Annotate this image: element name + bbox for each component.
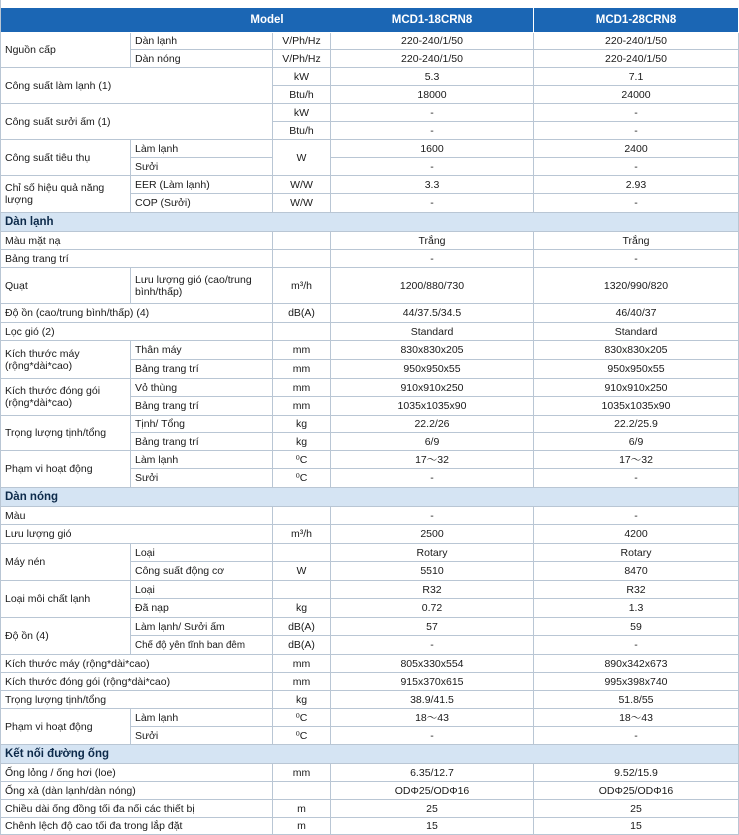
value-cell-unit2: 2.93 [534, 176, 739, 194]
value-cell-unit1: 38.9/41.5 [331, 691, 534, 709]
row-sublabel-tinh-tong: Tịnh/ Tổng [131, 416, 273, 433]
value-cell-unit1: 22.2/26 [331, 416, 534, 433]
unit-cell: mm [273, 655, 331, 673]
row-label-quat: Quạt [1, 268, 131, 304]
value-cell-unit2: 22.2/25.9 [534, 416, 739, 433]
row-sublabel-vo-thung: Vỏ thùng [131, 379, 273, 397]
value-cell-unit2: 17～32 [534, 451, 739, 469]
row-sublabel-eer-lam-lanh: EER (Làm lạnh) [131, 176, 273, 194]
value-cell-unit2: 24000 [534, 86, 739, 104]
row-sublabel-lam-lanh: Làm lạnh [131, 140, 273, 158]
row-label-luu-luong-gio: Lưu lượng gió [1, 525, 273, 544]
row-label-ong-xa-dan-lanh-dan-nong: Ống xả (dàn lạnh/dàn nóng) [1, 782, 273, 800]
value-cell-unit1: 1200/880/730 [331, 268, 534, 304]
row-sublabel-loai: Loại [131, 544, 273, 562]
row-sublabel-suoi: Sưởi [131, 727, 273, 745]
header-unit1: MCD1-18CRN8 [331, 8, 534, 33]
unit-cell [273, 782, 331, 800]
value-cell-unit1: 18～43 [331, 709, 534, 727]
value-cell-unit1: 57 [331, 618, 534, 636]
unit-cell [273, 507, 331, 525]
value-cell-unit2: - [534, 250, 739, 268]
row-sublabel-dan-lanh: Dàn lạnh [131, 33, 273, 50]
value-cell-unit1: R32 [331, 581, 534, 599]
unit-cell: ⁰C [273, 469, 331, 488]
unit-cell: kg [273, 416, 331, 433]
value-cell-unit1: 220-240/1/50 [331, 50, 534, 68]
unit-cell: Btu/h [273, 86, 331, 104]
row-sublabel-luu-luong-gio-cao-trung-binh-thap: Lưu lượng gió (cao/trung bình/thấp) [131, 268, 273, 304]
row-sublabel-than-may: Thân máy [131, 341, 273, 360]
value-cell-unit1: 950x950x55 [331, 360, 534, 379]
value-cell-unit2: 9.52/15.9 [534, 764, 739, 782]
row-label-ong-long-ong-hoi-loe: Ống lỏng / ống hơi (loe) [1, 764, 273, 782]
value-cell-unit1: 6/9 [331, 433, 534, 451]
value-cell-unit2: - [534, 469, 739, 488]
section-heading-dan-lanh: Dàn lạnh [1, 213, 739, 232]
row-label-bang-trang-tri: Bảng trang trí [1, 250, 273, 268]
value-cell-unit2: 220-240/1/50 [534, 50, 739, 68]
header-unit2: MCD1-28CRN8 [534, 8, 739, 33]
value-cell-unit1: - [331, 104, 534, 122]
unit-cell: W [273, 562, 331, 581]
value-cell-unit2: 46/40/37 [534, 304, 739, 323]
value-cell-unit2: 950x950x55 [534, 360, 739, 379]
row-label-kich-thuoc-dong-goi-rong-dai-cao: Kích thước đóng gói (rộng*dài*cao) [1, 379, 131, 416]
unit-cell: ⁰C [273, 709, 331, 727]
value-cell-unit1: 220-240/1/50 [331, 33, 534, 50]
value-cell-unit2: 1320/990/820 [534, 268, 739, 304]
value-cell-unit2: 1035x1035x90 [534, 397, 739, 416]
value-cell-unit2: - [534, 727, 739, 745]
value-cell-unit2: 6/9 [534, 433, 739, 451]
value-cell-unit1: - [331, 636, 534, 655]
row-sublabel-cong-suat-dong-co: Công suất động cơ [131, 562, 273, 581]
row-sublabel-lam-lanh: Làm lạnh [131, 451, 273, 469]
unit-cell: mm [273, 764, 331, 782]
value-cell-unit2: - [534, 507, 739, 525]
value-cell-unit2: 15 [534, 818, 739, 835]
value-cell-unit2: - [534, 158, 739, 176]
unit-cell: kW [273, 68, 331, 86]
row-label-chenh-lech-do-cao-toi-da-trong-lap-dat: Chênh lệch độ cao tối đa trong lắp đặt [1, 818, 273, 835]
row-sublabel-bang-trang-tri: Bảng trang trí [131, 397, 273, 416]
value-cell-unit1: 0.72 [331, 599, 534, 618]
row-label-trong-luong-tinh-tong: Trọng lượng tịnh/tổng [1, 691, 273, 709]
unit-cell: m³/h [273, 525, 331, 544]
value-cell-unit2: 51.8/55 [534, 691, 739, 709]
row-label-do-on-4: Độ ồn (4) [1, 618, 131, 655]
value-cell-unit1: 1600 [331, 140, 534, 158]
row-sublabel-che-do-yen-tinh-ban-dem: Chế độ yên tĩnh ban đêm [131, 636, 273, 655]
value-cell-unit2: - [534, 104, 739, 122]
row-label-cong-suat-suoi-am-1: Công suất sưởi ấm (1) [1, 104, 273, 140]
unit-cell: mm [273, 341, 331, 360]
unit-cell [273, 581, 331, 599]
value-cell-unit2: 220-240/1/50 [534, 33, 739, 50]
unit-cell [273, 544, 331, 562]
row-label-nguon-cap: Nguồn cấp [1, 33, 131, 68]
value-cell-unit2: 1.3 [534, 599, 739, 618]
unit-cell: m³/h [273, 268, 331, 304]
value-cell-unit2: 8470 [534, 562, 739, 581]
value-cell-unit1: 910x910x250 [331, 379, 534, 397]
value-cell-unit1: 17～32 [331, 451, 534, 469]
unit-cell: mm [273, 360, 331, 379]
row-sublabel-bang-trang-tri: Bảng trang trí [131, 360, 273, 379]
row-sublabel-cop-suoi: COP (Sưởi) [131, 194, 273, 213]
value-cell-unit1: Rotary [331, 544, 534, 562]
unit-cell [273, 323, 331, 341]
value-cell-unit1: 5.3 [331, 68, 534, 86]
unit-cell: dB(A) [273, 304, 331, 323]
unit-cell: m [273, 818, 331, 835]
row-label-pham-vi-hoat-dong: Phạm vi hoạt động [1, 451, 131, 488]
value-cell-unit1: 1035x1035x90 [331, 397, 534, 416]
value-cell-unit2: - [534, 194, 739, 213]
value-cell-unit2: Standard [534, 323, 739, 341]
value-cell-unit1: Standard [331, 323, 534, 341]
value-cell-unit1: 15 [331, 818, 534, 835]
value-cell-unit1: - [331, 469, 534, 488]
row-label-cong-suat-lam-lanh-1: Công suất làm lạnh (1) [1, 68, 273, 104]
unit-cell: kW [273, 104, 331, 122]
value-cell-unit2: 830x830x205 [534, 341, 739, 360]
unit-cell: W [273, 140, 331, 176]
value-cell-unit1: - [331, 122, 534, 140]
row-sublabel-suoi: Sưởi [131, 158, 273, 176]
value-cell-unit1: 3.3 [331, 176, 534, 194]
row-label-mau-mat-na: Màu mặt nạ [1, 232, 273, 250]
value-cell-unit2: 890x342x673 [534, 655, 739, 673]
value-cell-unit1: 5510 [331, 562, 534, 581]
row-sublabel-dan-nong: Dàn nóng [131, 50, 273, 68]
unit-cell: dB(A) [273, 636, 331, 655]
row-label-chieu-dai-ong-dong-toi-da-noi-cac-thiet-: Chiều dài ống đồng tối đa nối các thiết bị [1, 800, 273, 818]
value-cell-unit2: Rotary [534, 544, 739, 562]
header-model: Model [1, 8, 534, 33]
row-sublabel-bang-trang-tri: Bảng trang trí [131, 433, 273, 451]
section-heading-dan-nong: Dàn nóng [1, 488, 739, 507]
row-label-may-nen: Máy nén [1, 544, 131, 581]
value-cell-unit1: 25 [331, 800, 534, 818]
row-sublabel-da-nap: Đã nạp [131, 599, 273, 618]
value-cell-unit2: 59 [534, 618, 739, 636]
unit-cell: kg [273, 433, 331, 451]
row-label-do-on-cao-trung-binh-thap-4: Độ ồn (cao/trung bình/thấp) (4) [1, 304, 273, 323]
unit-cell: W/W [273, 176, 331, 194]
row-label-loc-gio-2: Lọc gió (2) [1, 323, 273, 341]
unit-cell: ⁰C [273, 451, 331, 469]
section-heading-ket-noi-duong-ong: Kết nối đường ống [1, 745, 739, 764]
value-cell-unit2: Trắng [534, 232, 739, 250]
value-cell-unit1: 2500 [331, 525, 534, 544]
value-cell-unit2: R32 [534, 581, 739, 599]
value-cell-unit2: 18～43 [534, 709, 739, 727]
value-cell-unit1: 18000 [331, 86, 534, 104]
row-label-kich-thuoc-may-rong-dai-cao: Kích thước máy (rộng*dài*cao) [1, 341, 131, 379]
row-sublabel-lam-lanh-suoi-am: Làm lạnh/ Sưởi ấm [131, 618, 273, 636]
row-label-kich-thuoc-may-rong-dai-cao: Kích thước máy (rộng*dài*cao) [1, 655, 273, 673]
row-label-mau: Màu [1, 507, 273, 525]
unit-cell: ⁰C [273, 727, 331, 745]
unit-cell: V/Ph/Hz [273, 33, 331, 50]
value-cell-unit1: Trắng [331, 232, 534, 250]
unit-cell: mm [273, 379, 331, 397]
value-cell-unit1: 805x330x554 [331, 655, 534, 673]
unit-cell: mm [273, 673, 331, 691]
value-cell-unit2: - [534, 122, 739, 140]
unit-cell: dB(A) [273, 618, 331, 636]
value-cell-unit2: 995x398x740 [534, 673, 739, 691]
unit-cell: kg [273, 691, 331, 709]
row-sublabel-loai: Loại [131, 581, 273, 599]
unit-cell: kg [273, 599, 331, 618]
value-cell-unit1: - [331, 194, 534, 213]
value-cell-unit2: 2400 [534, 140, 739, 158]
value-cell-unit1: 44/37.5/34.5 [331, 304, 534, 323]
value-cell-unit2: ODΦ25/ODΦ16 [534, 782, 739, 800]
row-label-loai-moi-chat-lanh: Loại môi chất lạnh [1, 581, 131, 618]
value-cell-unit1: - [331, 727, 534, 745]
row-label-cong-suat-tieu-thu: Công suất tiêu thụ [1, 140, 131, 176]
row-label-pham-vi-hoat-dong: Phạm vi hoạt động [1, 709, 131, 745]
row-sublabel-suoi: Sưởi [131, 469, 273, 488]
row-label-trong-luong-tinh-tong: Trọng lượng tịnh/tổng [1, 416, 131, 451]
unit-cell [273, 250, 331, 268]
unit-cell: W/W [273, 194, 331, 213]
value-cell-unit1: 6.35/12.7 [331, 764, 534, 782]
unit-cell: V/Ph/Hz [273, 50, 331, 68]
value-cell-unit2: 7.1 [534, 68, 739, 86]
value-cell-unit2: - [534, 636, 739, 655]
unit-cell: m [273, 800, 331, 818]
value-cell-unit1: 830x830x205 [331, 341, 534, 360]
value-cell-unit2: 4200 [534, 525, 739, 544]
row-label-chi-so-hieu-qua-nang-luong: Chỉ số hiệu quả năng lượng [1, 176, 131, 213]
row-label-kich-thuoc-dong-goi-rong-dai-cao: Kích thước đóng gói (rộng*dài*cao) [1, 673, 273, 691]
value-cell-unit2: 25 [534, 800, 739, 818]
value-cell-unit2: 910x910x250 [534, 379, 739, 397]
value-cell-unit1: - [331, 158, 534, 176]
value-cell-unit1: ODΦ25/ODΦ16 [331, 782, 534, 800]
value-cell-unit1: - [331, 250, 534, 268]
unit-cell [273, 232, 331, 250]
unit-cell: mm [273, 397, 331, 416]
value-cell-unit1: 915x370x615 [331, 673, 534, 691]
unit-cell: Btu/h [273, 122, 331, 140]
value-cell-unit1: - [331, 507, 534, 525]
row-sublabel-lam-lanh: Làm lạnh [131, 709, 273, 727]
